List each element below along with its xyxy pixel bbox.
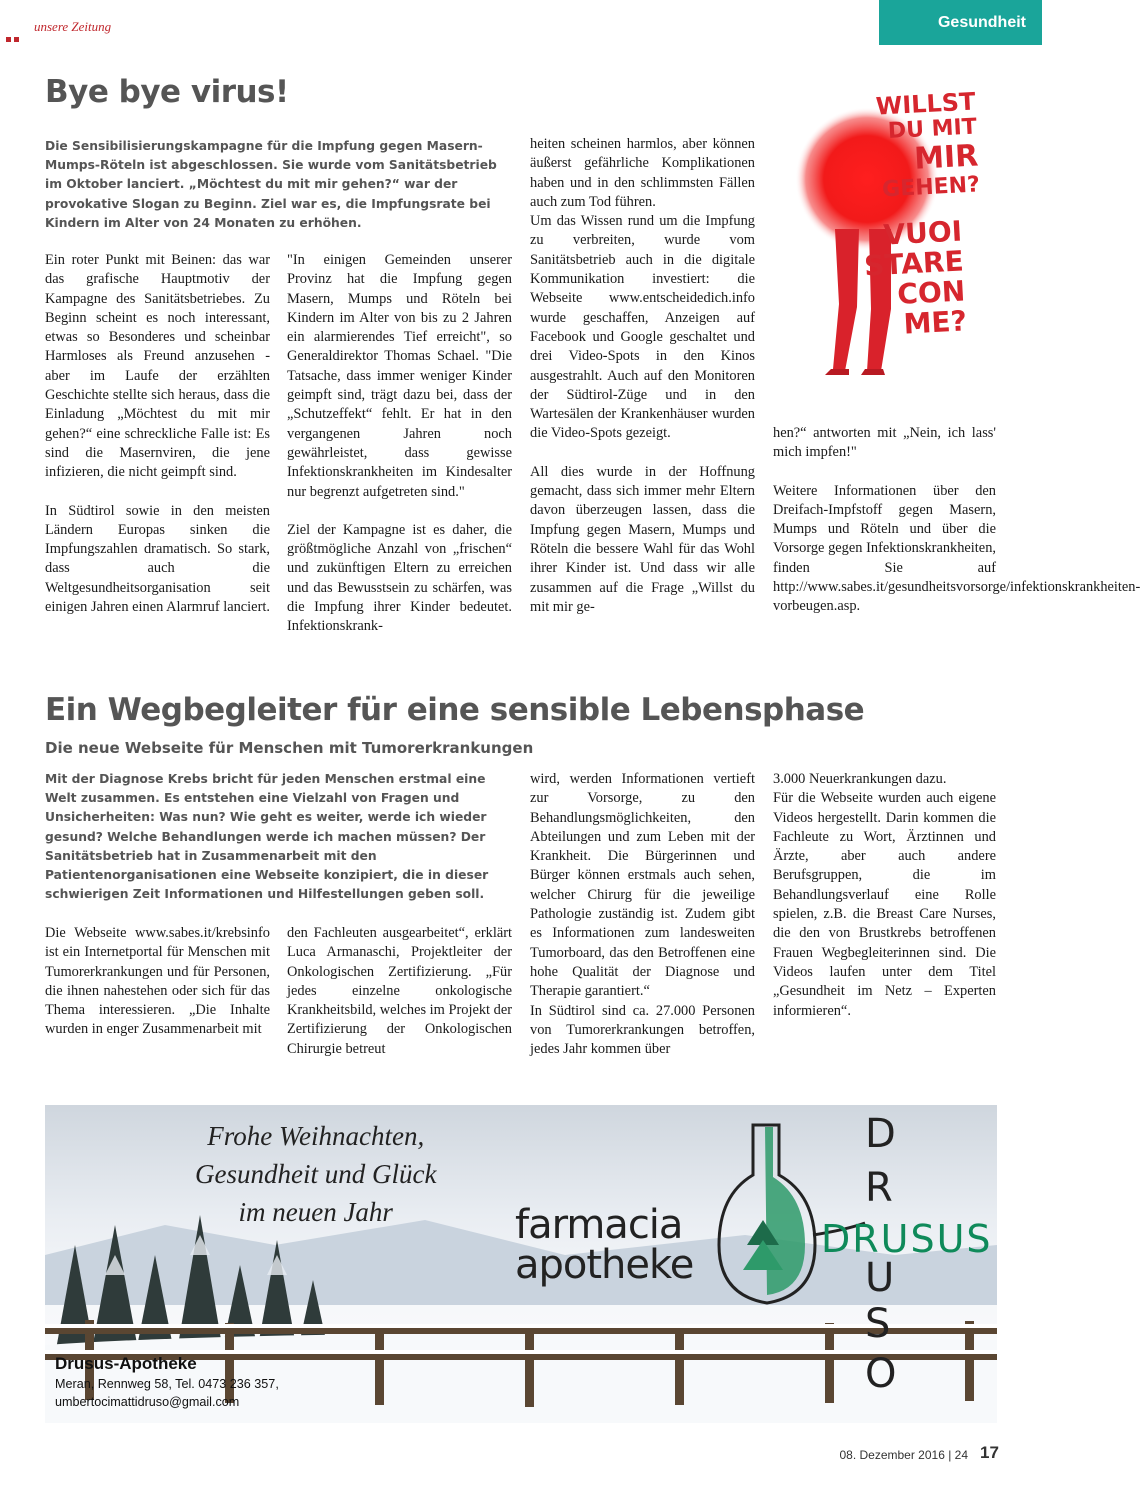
- article1-col4: [773, 424, 1140, 617]
- article2-col3-p1: wird, werden Informationen vertieft zur Vorsorge, zu den Behandlungsmöglichkeiten, den Abteilungen und zum Leben mit der Krankheit. Die Bürgerinnen und Bürger können erstmals auch sehen, welcher Chirurg für die jeweilige Pathologie zuständig ist. Zudem gibt es Informationen zum landesweiten Tumorboard, das den Betroffenen eine hohe Qualität der Diagnose und Therapie garantiert.“: [530, 771, 755, 1000]
- article2-col3-p2: In Südtirol sind ca. 27.000 Personen von Tumorerkrankungen betroffen, jedes Jahr kommen über: [530, 1002, 755, 1058]
- article2-col4-p2: Für die Webseite wurden auch eigene Videos hergestellt. Darin kommen die Fachleute zu Wort, Ärztinnen und Ärzte, aber auch andere Berufsgruppen, die im Behandlungsverlauf eine Rolle spielen, z.B. die Breast Care Nurses, die den von Brustkrebs betroffenen Frauen Wegbegleiterinnen sind. Die Videos laufen unter dem Titel „Gesundheit im Netz – Experten informieren“.: [773, 790, 996, 1019]
- article2-col4-p1: 3.000 Neuerkrankungen dazu.: [773, 771, 947, 787]
- article1-col3-p3: All dies wurde in der Hoffnung gemacht, dass sich immer mehr Eltern davon überzeugen lassen, dass die Impfung gegen Masern, Mumps und Röteln die bessere Wahl für das Wohl ihrer Kinder ist. Und dass wir alle zusammen auf die Frage „Willst du mit mir ge-: [530, 463, 755, 615]
- brand-dots: [6, 29, 22, 47]
- page-number: 17: [980, 1443, 999, 1462]
- drusus-logo-text: DRUSUS: [821, 1217, 993, 1261]
- article1-col1-p1: Ein roter Punkt mit Beinen: das war das grafische Hauptmotiv der Kampagne des Sanitätsbetriebes. Zu Beginn scheint es noch interessant, etwas so Besonderes und scheinbar Harmloses als Freund anzusehen - aber im Laufe der erzählten Geschichte stellte sich heraus, dass die Einladung „Möchtest du mit mir gehen?“ eine schreckliche Falle ist: Es sind die Masernviren, die jene infizieren, die nicht geimpft sind.: [45, 252, 270, 481]
- article1-col4-p2: Weitere Informationen über den Dreifach-Impfstoff gegen Masern, Mumps und Röteln und über die Vorsorge gegen Infektionskrankheiten, finden Sie auf http://www.sabes.it/gesundheitsvorsorge/infektionskrankheiten-vorbeugen.asp.: [773, 482, 1140, 615]
- article1-col1-p2: In Südtirol sowie in den meisten Ländern Europas sinken die Impfungszahlen dramatisch. So stark, dass auch die Weltgesundheitsorganisation seit einigen Jahren einen Alarmruf lanciert.: [45, 502, 270, 616]
- poster-slogan-de: WILLST DU MIT MIR GEHEN?: [875, 87, 981, 203]
- campaign-poster: [773, 79, 996, 408]
- article1-col4-p1: hen?“ antworten mit „Nein, ich lass' mich impfen!": [773, 425, 996, 461]
- christmas-greeting: Frohe Weihnachten, Gesundheit und Glück im neuen Jahr: [195, 1121, 437, 1227]
- article1-col3: [530, 135, 755, 617]
- article2-subtitle: Die neue Webseite für Menschen mit Tumorerkrankungen: [45, 739, 534, 757]
- article1-col1: [45, 251, 270, 617]
- pharmacy-advertisement: Frohe Weihnachten, Gesundheit und Glück im neuen Jahr farmacia apotheke DRUSUS D R U S O Drusus-Apotheke Meran, Rennweg 58, Tel. 0473 236 357, umbertocimattidruso@gmail.com: [45, 1105, 997, 1423]
- brand-logo: unsere Zeitung: [34, 19, 112, 34]
- article1-lead: Die Sensibilisierungskampagne für die Impfung gegen Masern-Mumps-Röteln ist abgeschlossen. Sie wurde vom Sanitätsbetrieb im Oktober lanciert. „Möchtest du mit mir gehen?“ war der provokative Slogan zu Beginn. Ziel war es, die Impfungsrate bei Kindern im Alter von 24 Monaten zu erhöhen.: [45, 139, 497, 230]
- article1-col3-p1: heiten scheinen harmlos, aber können äußerst gefährliche Komplikationen haben und in den schlimmsten Fällen auch zum Tod führen.: [530, 136, 755, 210]
- article1-title: Bye bye virus!: [45, 74, 289, 110]
- section-tab: Gesundheit: [879, 0, 1042, 45]
- article2-col4: [773, 770, 996, 1021]
- article2-col3: [530, 770, 755, 1059]
- poster-slogan-it: VUOI STARE CON ME?: [862, 214, 968, 341]
- article2-lead: Mit der Diagnose Krebs bricht für jeden Menschen erstmal eine Welt zusammen. Es entstehen eine Vielzahl von Fragen und Unsicherheiten: Was nun? Wie geht es weiter, werde ich wieder gesund? Welche Behandlungen werde ich machen müssen? Der Sanitätsbetrieb hat in Zusammenarbeit mit den Patientenorganisationen eine Webseite konzipiert, die in dieser schwierigen Zeit Informationen und Hilfestellungen geben soll.: [45, 772, 489, 902]
- pharmacy-email: umbertocimattidruso@gmail.com: [55, 1395, 240, 1409]
- pharmacy-logo-text: farmacia apotheke: [515, 1202, 694, 1288]
- article2-col1: Die Webseite www.sabes.it/krebsinfo ist ein Internetportal für Menschen mit Tumorerkrankungen und für Personen, die ihnen nahestehen oder sich für das Thema interessieren. „Die Inhalte wurden in enger Zusammenarbeit mit: [45, 925, 270, 1038]
- article1-col3-p2: Um das Wissen rund um die Impfung zu verbreiten, wurde vom Sanitätsbetrieb auch in die digitale Kommunikation investiert: die Webseite www.entscheidedich.info wurde geschaffen, Anzeigen auf Facebook und Google geschaltet und drei Video-Spots in den Kinos ausgestrahlt. Auch auf den Monitoren der Südtirol-Züge und in den Wartesälen der Krankenhäuser wurden die Video-Spots gezeigt.: [530, 213, 755, 442]
- footer-date: 08. Dezember 2016 | 24: [839, 1448, 968, 1462]
- pharmacy-name: Drusus-Apotheke: [55, 1354, 197, 1373]
- article1-col2-p1: "In einigen Gemeinden unserer Provinz hat die Impfung gegen Masern, Mumps und Röteln bei Kindern im Alter von bis zu 2 Jahren ein alarmierendes Tief erreicht", so Generaldirektor Thomas Schael. "Die Tatsache, dass immer weniger Kinder geimpft sind, trägt dazu bei, dass der „Schutzeffekt“ fehlt. Er hat in den vergangenen Jahren noch gewährleistet, dass gewisse Infektionskrankheiten im Kindesalter nur begrenzt aufgetreten sind.": [287, 252, 512, 500]
- pharmacy-address: Meran, Rennweg 58, Tel. 0473 236 357,: [55, 1377, 279, 1391]
- article1-col2: [287, 251, 512, 637]
- article2-title: Ein Wegbegleiter für eine sensible Lebensphase: [45, 692, 865, 728]
- article1-col2-p2: Ziel der Kampagne ist es daher, die größtmögliche Anzahl von „frischen“ und zukünftigen Eltern zu erreichen und das Bewusstsein zu schärfen, was die Impfung ihrer Kinder bedeutet. Infektionskrank-: [287, 521, 512, 635]
- article2-col2: den Fachleuten ausgearbeitet“, erklärt Luca Armanaschi, Projektleiter der Onkologischen Zertifizierung. „Für jedes einzelne onkologische Krankheitsbild, welches im Projekt der Zertifizierung der Onkologischen Chirurgie betreut: [287, 925, 513, 1057]
